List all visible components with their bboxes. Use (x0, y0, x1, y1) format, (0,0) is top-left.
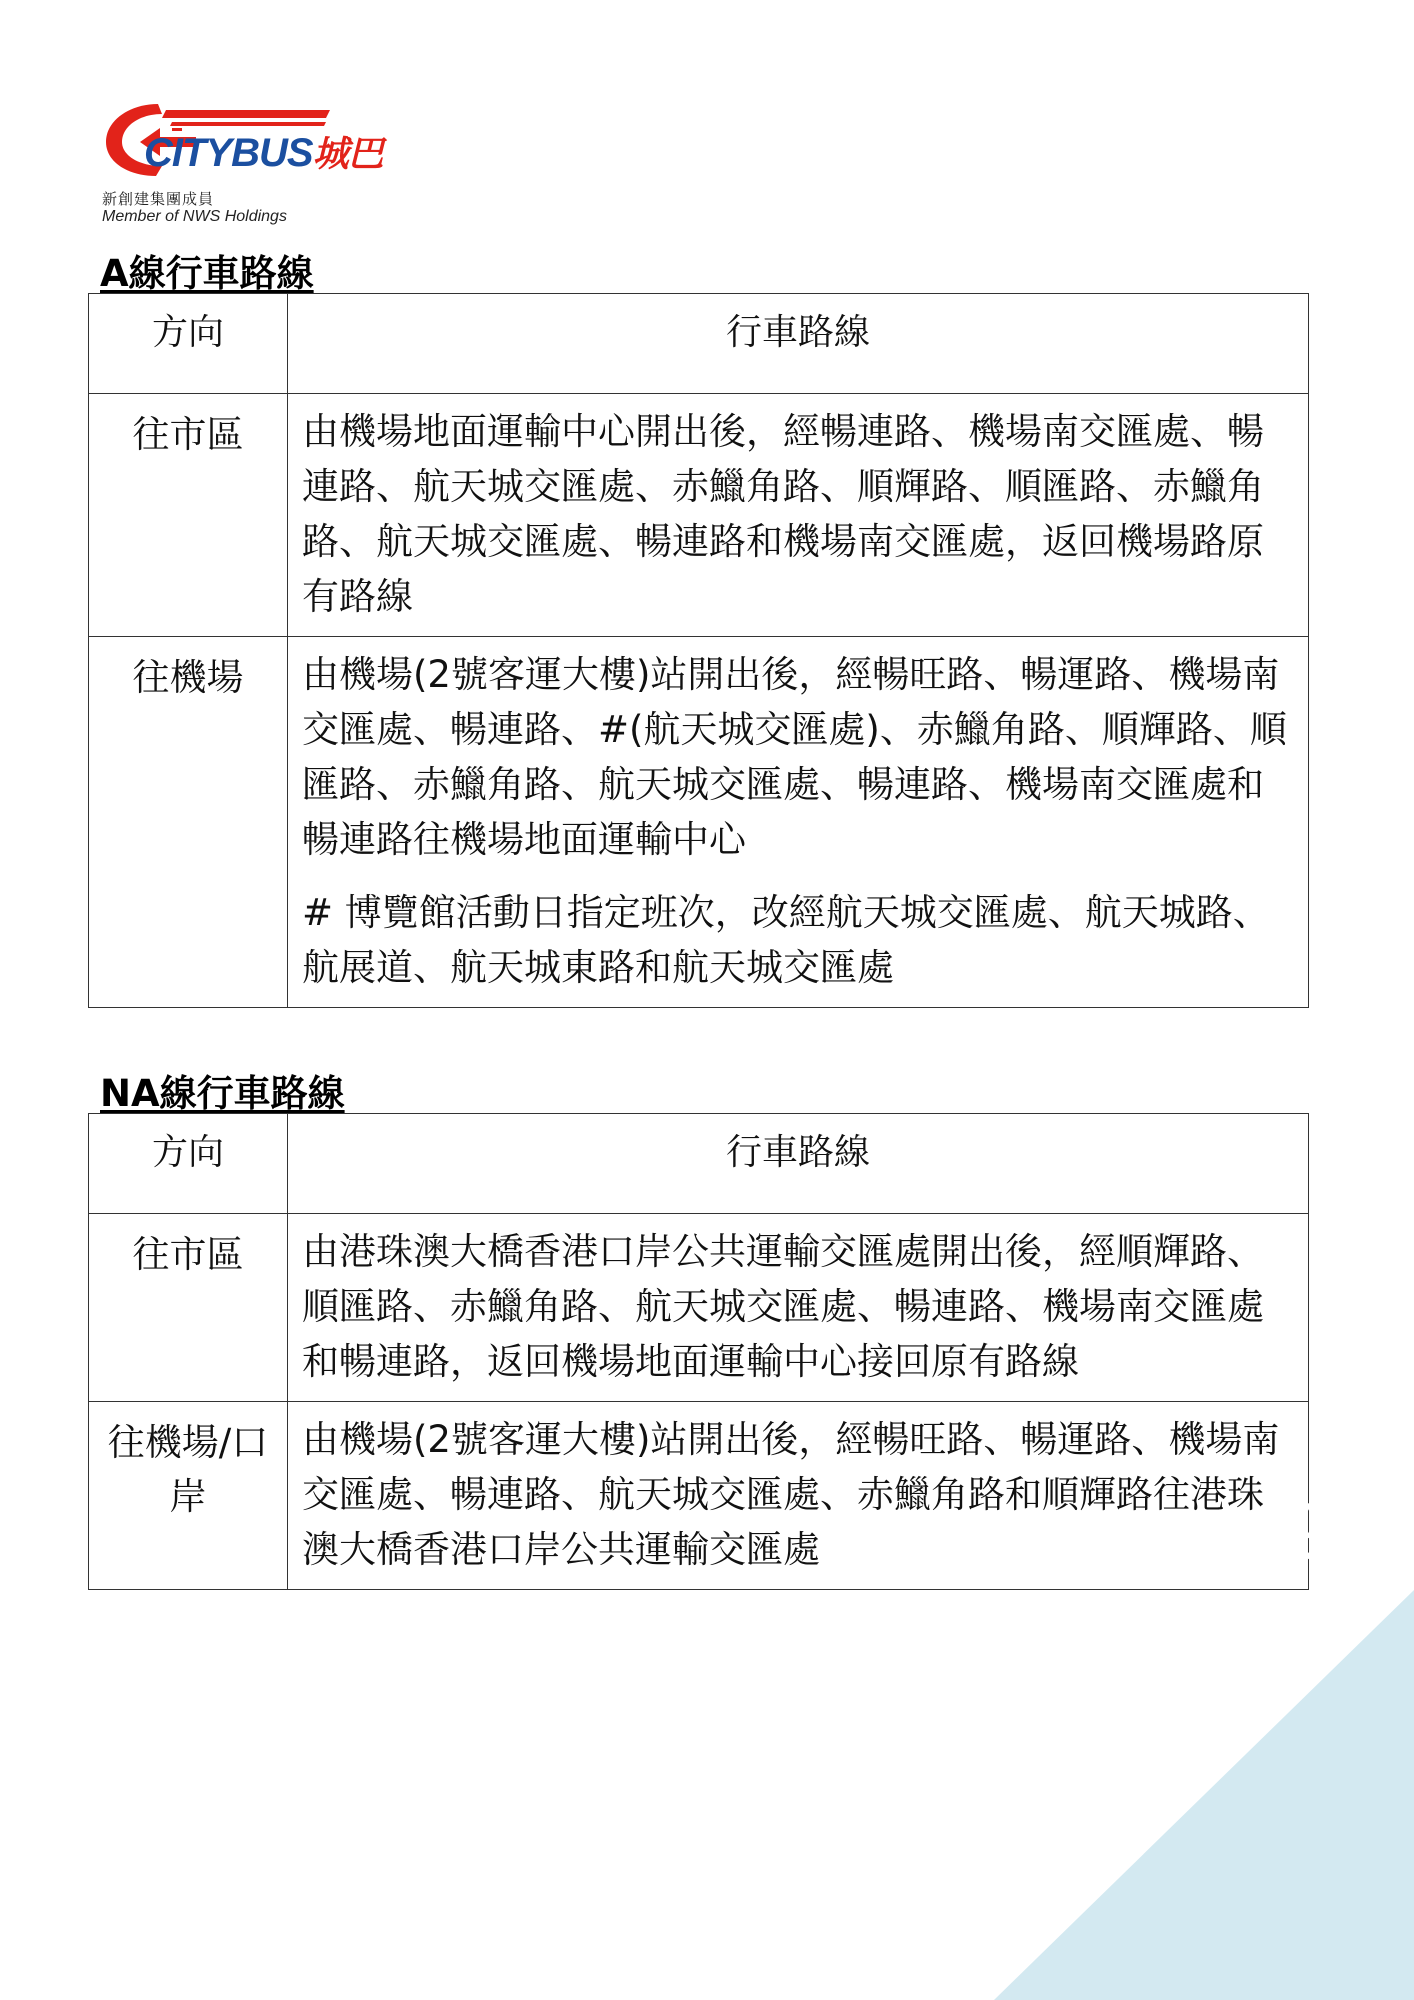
corner-decoration (994, 1590, 1414, 2000)
route-text: 由機場地面運輸中心開出後，經暢連路、機場南交匯處、暢連路、航天城交匯處、赤鱲角路、順輝路、順匯路、赤鱲角路、航天城交匯處、暢連路和機場南交匯處，返回機場路原有路線 (302, 410, 1264, 618)
row-route (288, 1402, 1309, 1590)
row-direction: 往機場/口岸 (89, 1402, 288, 1590)
header-route: 行車路線 (288, 294, 1309, 394)
section-title-a: A線行車路線 (100, 252, 314, 295)
logo-member-cn: 新創建集團成員 (102, 190, 215, 208)
header-route: 行車路線 (288, 1114, 1309, 1214)
route-text: 由港珠澳大橋香港口岸公共運輸交匯處開出後，經順輝路、順匯路、赤鱲角路、航天城交匯處、暢連路、機場南交匯處和暢連路，返回機場地面運輸中心接回原有路線 (302, 1230, 1264, 1383)
row-direction: 往機場 (89, 637, 288, 1008)
row-route (288, 637, 1309, 1008)
header-direction: 方向 (89, 1114, 288, 1214)
brand-en: CITYBUS (144, 131, 313, 175)
section-title-na: NA線行車路線 (100, 1072, 345, 1115)
table-header-row (89, 294, 1309, 394)
table-row (89, 637, 1309, 1008)
table-row (89, 394, 1309, 637)
brand-cn: 城巴 (312, 134, 383, 175)
page-number: 9 (1275, 1487, 1326, 1580)
table-row (89, 1214, 1309, 1402)
route-text: 由機場(2號客運大樓)站開出後，經暢旺路、暢運路、機場南交匯處、暢連路、#(航天城交匯處)、赤鱲角路、順輝路、順匯路、赤鱲角路、航天城交匯處、暢連路、機場南交匯處和暢連路往機場地面運輸中心 (302, 653, 1287, 861)
logo-member-en: Member of NWS Holdings (102, 208, 287, 225)
row-route (288, 394, 1309, 637)
row-direction: 往市區 (89, 394, 288, 637)
row-route (288, 1214, 1309, 1402)
route-table-na (88, 1113, 1309, 1590)
table-row (89, 1402, 1309, 1590)
row-direction: 往市區 (89, 1214, 288, 1402)
route-table-a (88, 293, 1309, 1008)
citybus-logo (100, 96, 400, 231)
route-text: 由機場(2號客運大樓)站開出後，經暢旺路、暢運路、機場南交匯處、暢連路、航天城交匯處、赤鱲角路和順輝路往港珠澳大橋香港口岸公共運輸交匯處 (302, 1418, 1280, 1571)
route-note: # 博覽館活動日指定班次，改經航天城交匯處、航天城路、航展道、航天城東路和航天城交匯處 (302, 891, 1270, 989)
header-direction: 方向 (89, 294, 288, 394)
table-header-row (89, 1114, 1309, 1214)
